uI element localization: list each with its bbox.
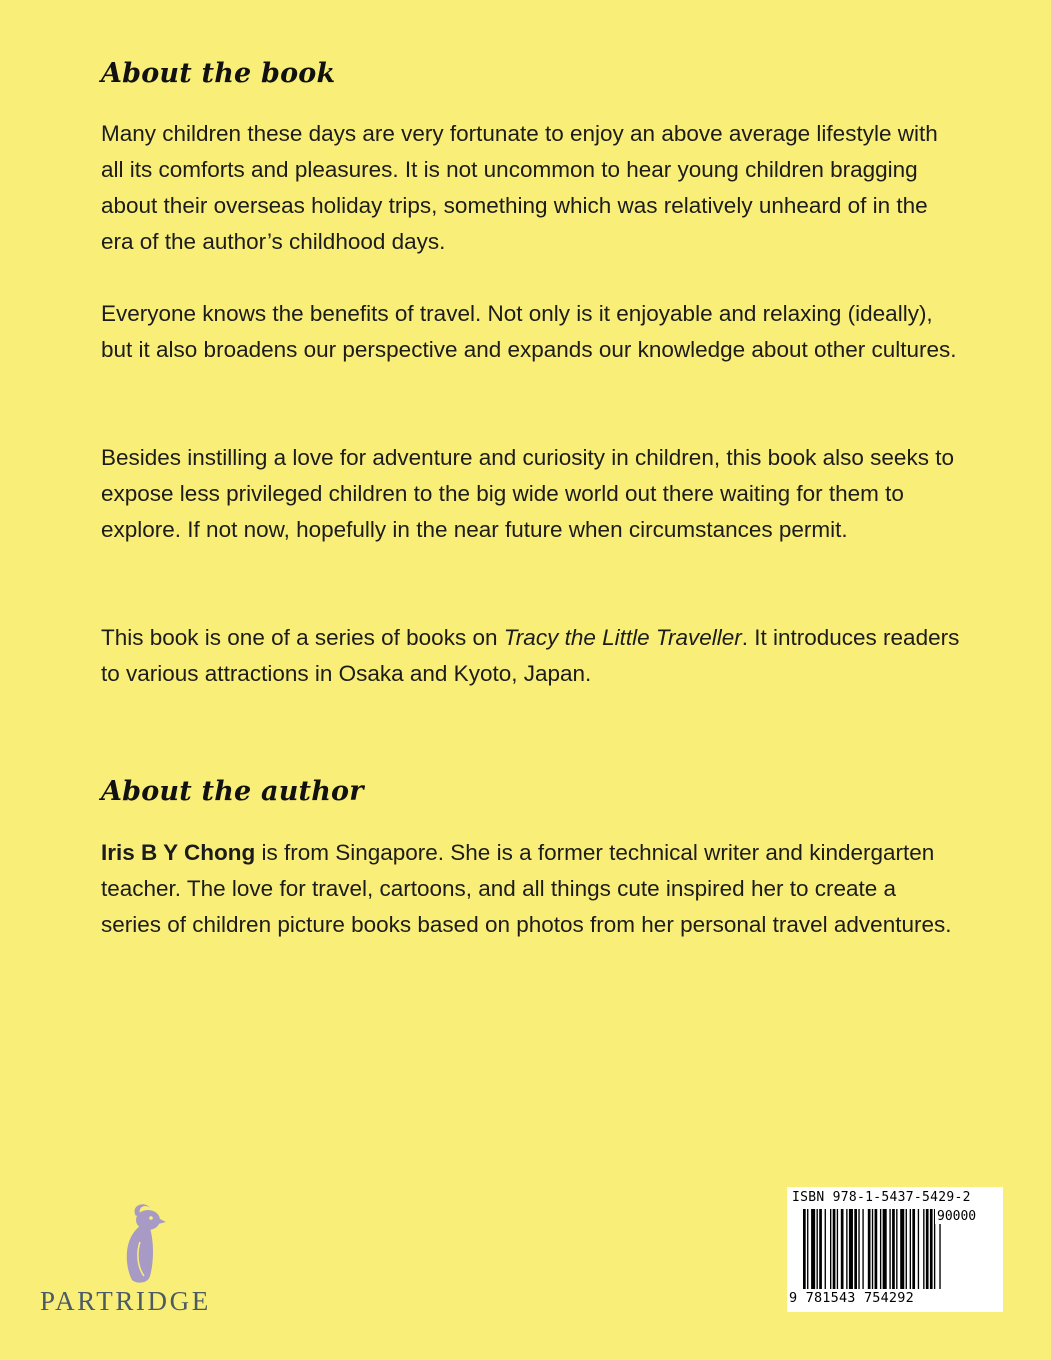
- about-book-paragraph-3: Besides instilling a love for adventure and curiosity in children, this book also seeks to expose less privileged children to the big wide world out there waiting for them to explore. If not now, hopefully in the near future when circumstances permit.: [101, 445, 954, 542]
- about-book-heading: About the book: [101, 58, 336, 89]
- price-code: 90000: [937, 1209, 977, 1224]
- series-title: Tracy the Little Traveller: [503, 625, 742, 650]
- partridge-bird-icon: [114, 1202, 168, 1284]
- series-intro-text: This book is one of a series of books on: [101, 625, 504, 650]
- publisher-logo: [40, 1200, 250, 1320]
- about-author-heading: About the author: [101, 776, 364, 807]
- isbn-barcode: [787, 1187, 1003, 1312]
- about-author-paragraph: [101, 835, 961, 943]
- about-book-paragraph-4: [101, 620, 961, 692]
- isbn-label: ISBN 978-1-5437-5429-2: [792, 1190, 971, 1205]
- author-bio: is from Singapore. She is a former technical writer and kindergarten teacher. The love for travel, cartoons, and all things cute inspired her to create a series of children picture books based on photos from her personal travel adventures.: [101, 840, 952, 937]
- author-name: Iris B Y Chong: [101, 840, 256, 865]
- ean-digits: 9 781543 754292: [789, 1290, 914, 1306]
- series-detail-text: . It introduces readers to various attractions in Osaka and Kyoto, Japan.: [101, 625, 960, 686]
- about-book-paragraph-1: Many children these days are very fortunate to enjoy an above average lifestyle with all its comforts and pleasures. It is not uncommon to hear young children bragging about their overseas holiday trips, something which was relatively unheard of in the era of the author’s childhood days.: [101, 121, 938, 254]
- about-book-paragraph-2: Everyone knows the benefits of travel. Not only is it enjoyable and relaxing (ideally), but it also broadens our perspective and expands our knowledge about other cultures.: [101, 301, 957, 362]
- publisher-name: PARTRIDGE: [40, 1286, 211, 1316]
